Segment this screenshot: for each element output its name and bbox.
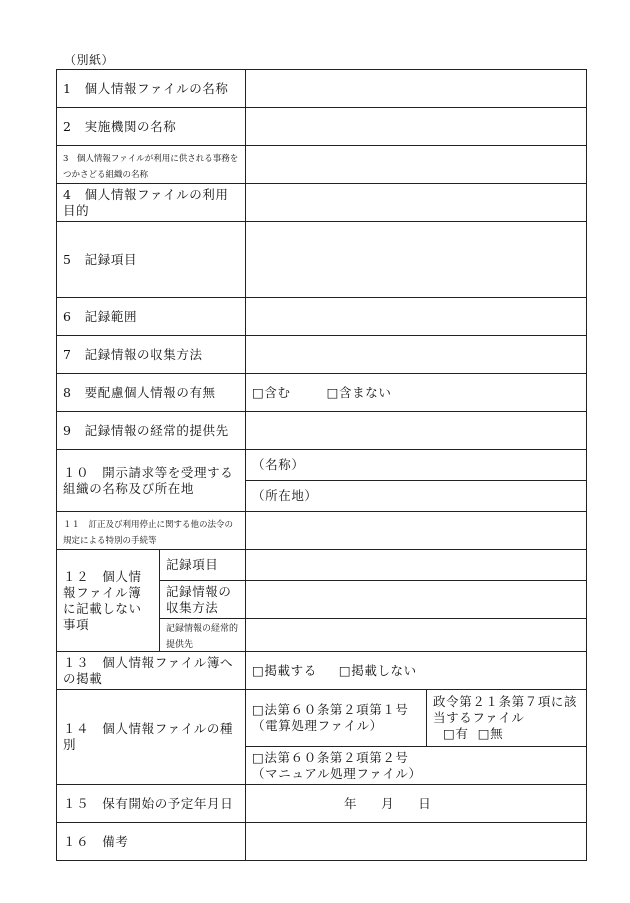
row-start-date — [57, 785, 587, 823]
label-responsible-org: 3 個人情報ファイルが利用に供される事務をつかさどる組織の名称 — [63, 153, 239, 180]
label-agency-name: 2 実施機関の名称 — [57, 108, 246, 146]
row-record-items — [57, 222, 587, 298]
row-not-listed-1 — [57, 550, 587, 581]
value-remarks[interactable] — [246, 823, 587, 861]
label-record-items: 5 記録項目 — [57, 222, 246, 298]
value-collection-method[interactable] — [246, 336, 587, 374]
sublabel-collection-method: 記録情報の収集方法 — [160, 581, 246, 619]
value-regular-recipients[interactable] — [246, 412, 587, 450]
field-org-name[interactable]: （名称） — [246, 450, 587, 481]
ordinance-note — [427, 690, 587, 747]
label-collection-method: 7 記録情報の収集方法 — [57, 336, 246, 374]
checkbox-electronic[interactable]: □法第６０条第２項第１号 — [252, 702, 409, 717]
manual-file-note: （マニュアル処理ファイル） — [252, 765, 422, 781]
value-agency-name[interactable] — [246, 108, 587, 146]
checkbox-yes[interactable]: □有 — [443, 726, 469, 741]
row-record-scope — [57, 298, 587, 336]
option-electronic-file — [246, 690, 427, 747]
label-start-date: １５ 保有開始の予定年月日 — [57, 785, 246, 823]
row-special-procedures — [57, 512, 587, 550]
label-sensitive-info: 8 要配慮個人情報の有無 — [57, 374, 246, 412]
value-not-listed-record-items[interactable] — [246, 550, 587, 581]
label-disclosure-org: １０ 開示請求等を受理する組織の名称及び所在地 — [57, 450, 246, 512]
value-record-scope[interactable] — [246, 298, 587, 336]
checkbox-not-contains[interactable]: □含まない — [326, 384, 392, 400]
sublabel-record-items: 記録項目 — [160, 550, 246, 581]
label-regular-recipients: 9 記録情報の経常的提供先 — [57, 412, 246, 450]
checkbox-contains[interactable]: □含む — [252, 384, 291, 400]
personal-info-file-form — [56, 69, 587, 861]
year-label: 年 — [344, 795, 358, 811]
checkbox-do-not-list[interactable]: □掲載しない — [338, 662, 417, 678]
field-org-address[interactable]: （所在地） — [246, 481, 587, 512]
sublabel-regular-recipients: 記録情報の経常的提供先 — [166, 624, 239, 650]
option-manual-file — [246, 747, 587, 785]
row-regular-recipients — [57, 412, 587, 450]
row-register-listing — [57, 652, 587, 690]
checkbox-list[interactable]: □掲載する — [252, 662, 317, 678]
row-disclosure-org — [57, 450, 587, 481]
row-responsible-org — [57, 146, 587, 184]
value-record-items[interactable] — [246, 222, 587, 298]
value-file-name[interactable] — [246, 70, 587, 108]
label-remarks: １６ 備考 — [57, 823, 246, 861]
label-file-name: 1 個人情報ファイルの名称 — [57, 70, 246, 108]
value-special-procedures[interactable] — [246, 512, 587, 550]
row-remarks — [57, 823, 587, 861]
electronic-file-note: （電算処理ファイル） — [252, 718, 383, 733]
ordinance-note-text: 政令第２１条第７項に該当するファイル — [433, 694, 578, 725]
row-agency-name — [57, 108, 587, 146]
attachment-caption: （別紙） — [64, 53, 115, 67]
label-file-type: １４ 個人情報ファイルの種別 — [57, 690, 246, 785]
value-start-date[interactable] — [246, 785, 587, 823]
checkbox-manual[interactable]: □法第６０条第２項第２号 — [252, 749, 409, 765]
row-file-name — [57, 70, 587, 108]
value-responsible-org[interactable] — [246, 146, 587, 184]
value-purpose[interactable] — [246, 184, 587, 222]
row-collection-method — [57, 336, 587, 374]
row-sensitive-info — [57, 374, 587, 412]
value-not-listed-collection-method[interactable] — [246, 581, 587, 619]
value-sensitive-info — [246, 374, 587, 412]
row-purpose — [57, 184, 587, 222]
label-not-listed: １２ 個人情報ファイル簿に記載しない事項 — [57, 550, 160, 652]
checkbox-no[interactable]: □無 — [477, 726, 504, 741]
month-label: 月 — [381, 795, 395, 811]
label-purpose: 4 個人情報ファイルの利用目的 — [57, 184, 246, 222]
value-not-listed-regular-recipients[interactable] — [246, 619, 587, 652]
label-record-scope: 6 記録範囲 — [57, 298, 246, 336]
value-register-listing — [246, 652, 587, 690]
day-label: 日 — [418, 795, 432, 811]
row-file-type-1 — [57, 690, 587, 747]
label-special-procedures: １１ 訂正及び利用停止に関する他の法令の規定による特別の手続等 — [63, 519, 234, 546]
label-register-listing: １３ 個人情報ファイル簿への掲載 — [57, 652, 246, 690]
